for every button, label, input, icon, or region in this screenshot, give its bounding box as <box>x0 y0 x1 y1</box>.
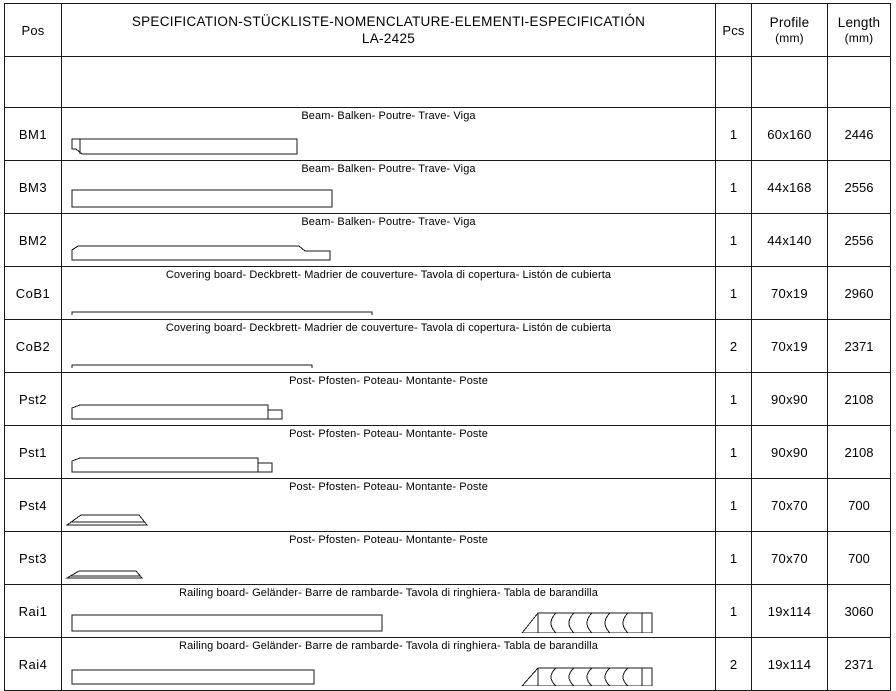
cell-pcs: 1 <box>716 585 752 638</box>
cell-specification <box>62 214 716 267</box>
cell-length: 2556 <box>828 161 891 214</box>
cell-specification <box>62 373 716 426</box>
header-row <box>5 4 891 57</box>
cell-length: 2556 <box>828 214 891 267</box>
cell-pcs: 2 <box>716 638 752 691</box>
profile-unit: (mm) <box>775 31 804 45</box>
cell-length: 2371 <box>828 320 891 373</box>
table-row <box>5 585 891 638</box>
spacer-cell-pos <box>5 57 62 108</box>
spec-title-line2: LA-2425 <box>361 31 416 46</box>
table-row <box>5 426 891 479</box>
cell-length: 3060 <box>828 585 891 638</box>
part-description: Beam- Balken- Poutre- Trave- Viga <box>301 163 476 175</box>
cell-pcs: 1 <box>716 108 752 161</box>
part-description: Beam- Balken- Poutre- Trave- Viga <box>301 110 476 122</box>
cell-profile: 60x160 <box>752 108 828 161</box>
table-body <box>5 57 891 691</box>
cell-pos: Pst1 <box>5 426 62 479</box>
part-description: Railing board- Geländer- Barre de rambarde- Tavola di ringhiera- Tabla de barandilla <box>179 640 598 652</box>
column-header-length <box>828 4 891 57</box>
cell-pos: Rai4 <box>5 638 62 691</box>
cell-length: 2108 <box>828 373 891 426</box>
cell-length: 2960 <box>828 267 891 320</box>
table-row <box>5 267 891 320</box>
cell-pcs: 1 <box>716 532 752 585</box>
cell-pcs: 1 <box>716 267 752 320</box>
part-profile-drawing <box>62 497 715 527</box>
cell-specification <box>62 479 716 532</box>
cell-pos: Pst3 <box>5 532 62 585</box>
cell-length: 2371 <box>828 638 891 691</box>
cell-specification <box>62 585 716 638</box>
cell-profile: 19x114 <box>752 585 828 638</box>
part-description: Post- Pfosten- Poteau- Montante- Poste <box>289 428 488 440</box>
cell-pcs: 1 <box>716 426 752 479</box>
table-row <box>5 532 891 585</box>
table-row <box>5 479 891 532</box>
cell-profile: 70x70 <box>752 532 828 585</box>
table-row <box>5 161 891 214</box>
profile-label: Profile <box>769 15 810 30</box>
cell-pos: BM1 <box>5 108 62 161</box>
part-profile-drawing <box>62 179 715 209</box>
cell-profile: 44x168 <box>752 161 828 214</box>
part-profile-drawing <box>62 391 715 421</box>
column-header-specification <box>62 4 716 57</box>
spacer-cell-pcs <box>716 57 752 108</box>
cell-profile: 70x19 <box>752 267 828 320</box>
cell-pcs: 2 <box>716 320 752 373</box>
cell-pcs: 1 <box>716 479 752 532</box>
parts-list-sheet <box>0 3 896 682</box>
table-row <box>5 214 891 267</box>
cell-specification <box>62 161 716 214</box>
column-header-pcs: Pcs <box>716 4 752 57</box>
table-row <box>5 638 891 691</box>
cell-pcs: 1 <box>716 214 752 267</box>
part-description: Covering board- Deckbrett- Madrier de couverture- Tavola di copertura- Listón de cubierta <box>165 269 612 281</box>
cell-specification <box>62 320 716 373</box>
cell-pos: Rai1 <box>5 585 62 638</box>
part-profile-drawing <box>62 285 715 315</box>
part-profile-drawing <box>62 550 715 580</box>
table-header <box>5 4 891 57</box>
cell-specification <box>62 638 716 691</box>
cell-specification <box>62 267 716 320</box>
table-row <box>5 108 891 161</box>
cell-profile: 90x90 <box>752 426 828 479</box>
part-description: Post- Pfosten- Poteau- Montante- Poste <box>289 534 488 546</box>
cell-pos: BM2 <box>5 214 62 267</box>
part-description: Beam- Balken- Poutre- Trave- Viga <box>301 216 476 228</box>
part-profile-drawing <box>62 232 715 262</box>
cell-profile: 90x90 <box>752 373 828 426</box>
cell-pos: BM3 <box>5 161 62 214</box>
part-description: Post- Pfosten- Poteau- Montante- Poste <box>289 481 488 493</box>
part-profile-drawing <box>62 338 715 368</box>
cell-profile: 44x140 <box>752 214 828 267</box>
part-profile-drawing <box>62 656 715 686</box>
spacer-cell-length <box>828 57 891 108</box>
column-header-profile <box>752 4 828 57</box>
cell-profile: 70x19 <box>752 320 828 373</box>
length-label: Length <box>837 15 881 30</box>
spec-title-line1: SPECIFICATION-STÜCKLISTE-NOMENCLATURE-ELEMENTI-ESPECIFICATIÓN <box>131 14 646 29</box>
part-description: Post- Pfosten- Poteau- Montante- Poste <box>289 375 488 387</box>
cell-pos: Pst2 <box>5 373 62 426</box>
cell-length: 2108 <box>828 426 891 479</box>
cell-profile: 70x70 <box>752 479 828 532</box>
table-row <box>5 320 891 373</box>
cell-specification <box>62 108 716 161</box>
cell-pos: CoB1 <box>5 267 62 320</box>
table-row <box>5 373 891 426</box>
part-profile-drawing <box>62 603 715 633</box>
part-profile-drawing <box>62 126 715 156</box>
cell-pos: CoB2 <box>5 320 62 373</box>
cell-profile: 19x114 <box>752 638 828 691</box>
spacer-cell-profile <box>752 57 828 108</box>
cell-length: 700 <box>828 532 891 585</box>
column-header-pos: Pos <box>5 4 62 57</box>
part-description: Railing board- Geländer- Barre de rambarde- Tavola di ringhiera- Tabla de barandilla <box>179 587 598 599</box>
cell-length: 2446 <box>828 108 891 161</box>
cell-specification <box>62 532 716 585</box>
length-unit: (mm) <box>844 31 874 45</box>
part-profile-drawing <box>62 444 715 474</box>
cell-pos: Pst4 <box>5 479 62 532</box>
spacer-row <box>5 57 891 108</box>
parts-table <box>4 3 891 691</box>
part-description: Covering board- Deckbrett- Madrier de couverture- Tavola di copertura- Listón de cubierta <box>165 322 612 334</box>
cell-length: 700 <box>828 479 891 532</box>
spacer-cell-spec <box>62 57 716 108</box>
cell-specification <box>62 426 716 479</box>
cell-pcs: 1 <box>716 373 752 426</box>
cell-pcs: 1 <box>716 161 752 214</box>
